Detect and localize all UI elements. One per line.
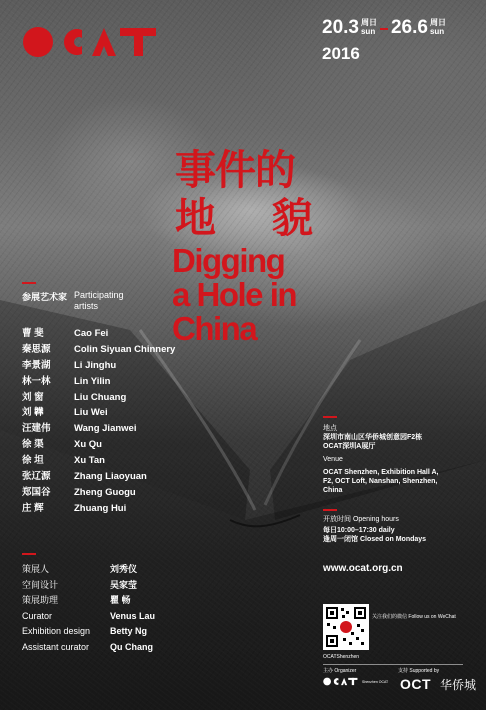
artist-row — [22, 437, 175, 453]
oct-cn-logo: 华侨城 — [440, 678, 477, 692]
artist-name-cn: 庄 辉 — [22, 502, 44, 514]
qr-caption: OCATShenzhen — [323, 654, 360, 660]
start-day-en: sun — [360, 27, 376, 36]
end-date: 26.6 — [390, 17, 428, 38]
credit-role: Curator — [22, 610, 53, 621]
credit-row — [22, 624, 155, 640]
artist-name-cn: 刘 韡 — [22, 407, 44, 419]
artist-name-en: Li Jinghu — [74, 359, 117, 371]
venue-label-en: Venue — [323, 456, 343, 463]
title-en-line1: Digging — [172, 242, 285, 279]
artist-name-cn: 李景湖 — [22, 359, 51, 371]
artists-heading — [22, 290, 124, 312]
artist-name-en: Wang Jianwei — [74, 423, 137, 435]
hours-closed: 逢周一闭馆 Closed on Mondays — [323, 536, 427, 543]
artist-name-en: Xu Tan — [74, 455, 105, 467]
venue-address-en-1: OCAT Shenzhen, Exhibition Hall A, — [323, 469, 439, 476]
artist-row — [22, 421, 175, 437]
artist-name-en: Xu Qu — [74, 439, 102, 451]
wechat-qr-code-icon[interactable] — [323, 604, 369, 650]
credit-row — [22, 609, 155, 625]
organizer-sub-text: Shenzhen OCAT — [362, 680, 389, 684]
footer-divider — [323, 664, 463, 665]
title-en-line2: a Hole in — [172, 276, 297, 313]
credits-list — [22, 562, 155, 655]
credit-role: 空间设计 — [22, 579, 59, 590]
venue-address-en-2: F2, OCT Loft, Nanshan, Shenzhen, — [323, 478, 438, 485]
red-rule — [323, 509, 337, 511]
artist-row — [22, 358, 175, 374]
ocat-small-logo — [323, 676, 359, 688]
venue-info — [323, 424, 473, 544]
credit-row — [22, 593, 155, 609]
exhibition-year: 2016 — [322, 44, 360, 63]
artists-label-en-1: Participating — [74, 290, 124, 300]
credit-row — [22, 640, 155, 656]
end-day-en: sun — [429, 27, 445, 36]
wechat-follow-text: 关注我们的微信 Follow us on WeChat — [372, 614, 456, 620]
credit-row — [22, 578, 155, 594]
credit-name: Betty Ng — [110, 626, 148, 636]
start-day-cn: 周日 — [360, 18, 377, 27]
supporter-label: 支持 Supported by — [398, 668, 440, 674]
red-rule — [323, 416, 337, 418]
red-rule — [22, 553, 36, 555]
red-rule — [22, 282, 36, 284]
artist-name-en: Zheng Guogu — [74, 486, 136, 498]
artist-name-en: Lin Yilin — [74, 375, 111, 387]
website-link[interactable]: www.ocat.org.cn — [323, 563, 403, 574]
credit-role: Exhibition design — [22, 626, 91, 636]
artist-name-cn: 汪建伟 — [22, 423, 51, 435]
venue-address-cn-1: 深圳市南山区华侨城创意园F2栋 — [323, 434, 423, 441]
artist-name-cn: 秦思源 — [22, 343, 51, 355]
artist-name-cn: 郑国谷 — [22, 486, 51, 498]
artist-name-en: Liu Wei — [74, 407, 108, 419]
artist-name-en: Zhuang Hui — [74, 502, 127, 514]
artist-name-cn: 刘 窗 — [22, 391, 44, 403]
title-cn-char-b: 貌 — [272, 194, 313, 242]
credit-name: 吴家莹 — [110, 579, 138, 590]
credit-role: 策展助理 — [22, 595, 59, 605]
credit-name: Venus Lau — [110, 610, 156, 621]
artists-label-en-2: artists — [74, 301, 99, 311]
ocat-logo[interactable] — [22, 26, 162, 62]
artist-name-cn: 张辽源 — [22, 471, 51, 483]
artist-row — [22, 501, 175, 517]
credit-name: Qu Chang — [110, 641, 153, 652]
artist-row — [22, 485, 175, 501]
exhibition-dates — [322, 18, 446, 37]
date-dash — [380, 28, 388, 30]
artist-name-en: Cao Fei — [74, 328, 109, 339]
artist-list — [22, 326, 175, 517]
artist-name-cn: 徐 渠 — [22, 439, 44, 451]
artist-row — [22, 453, 175, 469]
venue-label-cn: 地点 — [323, 425, 337, 432]
organizer-label: 主办 Organizer — [323, 668, 357, 674]
title-en-line3: China — [172, 310, 257, 347]
artist-row — [22, 390, 175, 406]
credit-row — [22, 562, 155, 578]
title-cn-char-a: 地 — [175, 194, 216, 242]
oct-logo: OCT — [400, 676, 432, 692]
credit-name: 刘秀仪 — [110, 564, 138, 574]
credit-role: Assistant curator — [22, 641, 90, 652]
artists-label-cn: 参展艺术家 — [22, 292, 68, 302]
artist-row — [22, 342, 175, 358]
start-date: 20.3 — [322, 17, 359, 38]
artist-name-en: Liu Chuang — [74, 391, 127, 403]
venue-address-cn-2: OCAT深圳A展厅 — [323, 443, 376, 450]
hours-label: 开放时间 Opening hours — [323, 516, 399, 523]
artist-name-cn: 徐 坦 — [22, 455, 44, 467]
artist-row — [22, 374, 175, 390]
artist-row — [22, 405, 175, 421]
title-cn-line1: 事件的 — [175, 146, 295, 194]
title-en — [172, 244, 296, 346]
end-day-cn: 周日 — [429, 18, 446, 27]
artist-name-cn: 林一林 — [22, 375, 51, 387]
artist-name-en: Zhang Liaoyuan — [74, 471, 147, 483]
hours-daily: 每日10:00–17:30 daily — [323, 527, 395, 534]
artist-row — [22, 469, 175, 485]
title-cn-line2 — [175, 194, 313, 242]
venue-address-en-3: China — [323, 487, 343, 494]
credit-name: 瞿 畅 — [110, 595, 131, 605]
artist-name-en: Colin Siyuan Chinnery — [74, 343, 176, 355]
organizer-logo — [323, 676, 388, 688]
credit-role: 策展人 — [22, 564, 50, 574]
artist-name-cn: 曹 斐 — [22, 328, 44, 339]
artist-row — [22, 326, 175, 342]
